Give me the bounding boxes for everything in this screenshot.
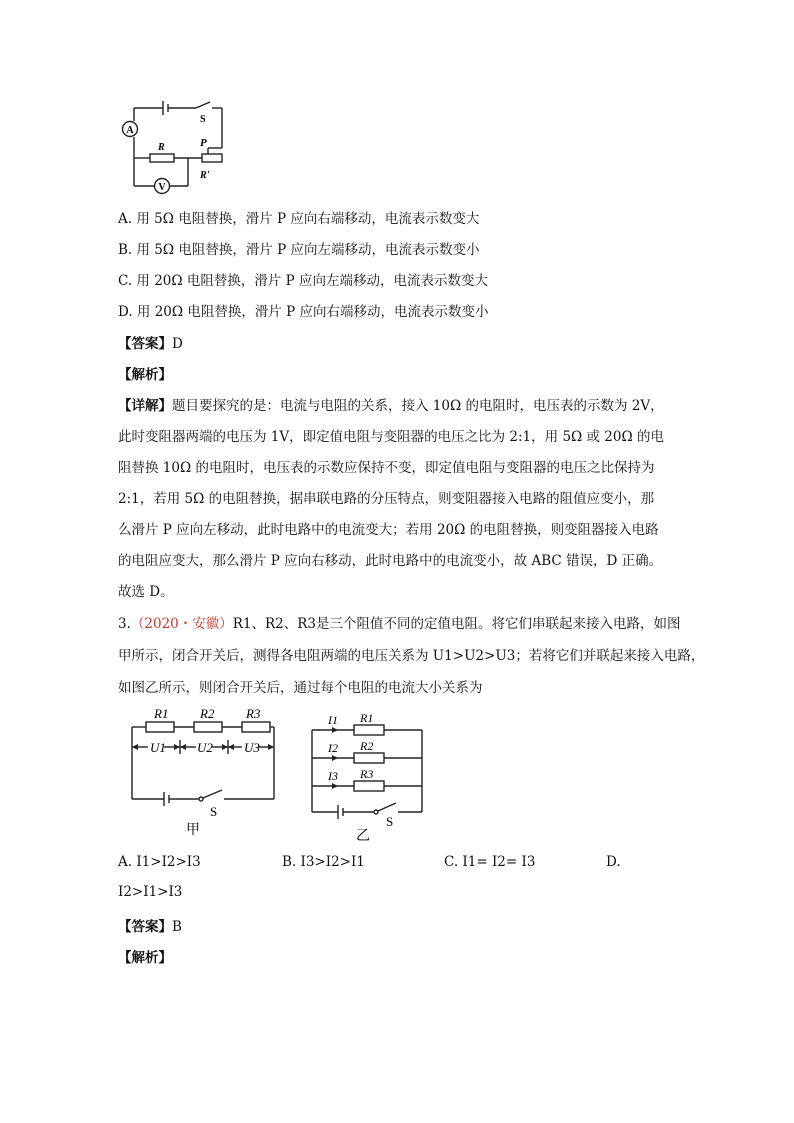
circuit-diagram-rheostat xyxy=(118,96,238,196)
q2-detail-line-5: 么滑片 P 应向左移动，此时电路中的电流变大；若用 20Ω 的电阻替换，则变阻器接入电路 xyxy=(118,522,659,538)
yi-switch-label: S xyxy=(386,814,394,829)
yi-i1-label: I1 xyxy=(328,713,338,727)
q2-option-c: C. 用 20Ω 电阻替换，滑片 P 应向左端移动，电流表示数变大 xyxy=(118,273,489,289)
answer-label: 【答案】 xyxy=(118,336,172,352)
q3-stem-line-2: 甲所示，闭合开关后，测得各电阻两端的电压关系为 U1>U2>U3；若将它们并联起来接入电路， xyxy=(118,648,705,664)
q2-detail-line-7: 故选 D。 xyxy=(118,584,174,600)
slider-label: P xyxy=(200,137,207,149)
yi-r3-label: R3 xyxy=(360,767,374,781)
ammeter-label: A xyxy=(126,125,134,136)
jia-caption: 甲 xyxy=(186,823,200,838)
q2-option-d: D. 用 20Ω 电阻替换，滑片 P 应向右端移动，电流表示数变小 xyxy=(118,304,489,320)
q3-analysis-label: 【解析】 xyxy=(118,950,172,966)
circuit-diagram-series xyxy=(124,704,284,839)
yi-i2-label: I2 xyxy=(328,741,338,755)
q2-detail-line-3: 阻替换 10Ω 的电阻时，电压表的示数应保持不变，即定值电阻与变阻器的电压之比保持为 xyxy=(118,460,655,476)
q2-option-b: B. 用 5Ω 电阻替换，滑片 P 应向左端移动，电流表示数变小 xyxy=(118,242,480,258)
q2-answer xyxy=(118,332,183,352)
jia-switch-label: S xyxy=(210,804,218,819)
q2-option-a: A. 用 5Ω 电阻替换，滑片 P 应向右端移动，电流表示数变大 xyxy=(118,211,480,227)
detail-label: 【详解】 xyxy=(118,398,172,414)
q2-detail-line-1 xyxy=(118,394,664,414)
q3-option-b: B. I3>I2>I1 xyxy=(282,854,365,870)
yi-caption: 乙 xyxy=(356,829,370,844)
voltmeter-label: V xyxy=(158,182,166,193)
jia-u1-label: U1 xyxy=(150,740,166,755)
q2-analysis-label: 【解析】 xyxy=(118,367,172,383)
circuit-diagram-parallel xyxy=(304,706,434,846)
jia-r1-label: R1 xyxy=(154,706,169,721)
q3-option-d-label: D. xyxy=(606,854,621,870)
jia-r3-label: R3 xyxy=(246,706,261,721)
answer-label: 【答案】 xyxy=(118,919,172,935)
q3-stem-line-1 xyxy=(118,612,681,632)
resistor-label: R xyxy=(158,142,165,153)
q2-detail-line-4: 2:1，若用 5Ω 的电阻替换，据串联电路的分压特点，则变阻器接入电路的阻值应变小，那 xyxy=(118,491,655,507)
q2-detail-line-6: 的电阻应变大，那么滑片 P 应向右移动，此时电路中的电流变小，故 ABC 错误，D 正确。 xyxy=(118,553,663,569)
q3-option-d-value: I2>I1>I3 xyxy=(118,884,183,900)
answer-value: D xyxy=(172,336,183,352)
jia-r2-label: R2 xyxy=(200,706,215,721)
stem-text: R1、R2、R3是三个阻值不同的定值电阻。将它们串联起来接入电路，如图 xyxy=(232,616,681,632)
q3-option-c: C. I1= I2= I3 xyxy=(444,854,536,870)
switch-label: S xyxy=(200,114,206,125)
q3-option-a: A. I1>I2>I3 xyxy=(118,854,201,870)
q3-answer xyxy=(118,915,182,935)
rheostat-label: R' xyxy=(200,170,210,181)
jia-u3-label: U3 xyxy=(244,740,260,755)
question-number: 3. xyxy=(118,616,131,632)
detail-text: 题目要探究的是：电流与电阻的关系，接入 10Ω 的电阻时，电压表的示数为 2V， xyxy=(172,398,664,414)
q3-stem-line-3: 如图乙所示，则闭合开关后，通过每个电阻的电流大小关系为 xyxy=(118,680,483,696)
answer-value: B xyxy=(172,919,182,935)
yi-r2-label: R2 xyxy=(360,739,374,753)
q2-detail-line-2: 此时变阻器两端的电压为 1V，即定值电阻与变阻器的电压之比为 2:1，用 5Ω 或 20Ω 的电 xyxy=(118,429,664,445)
yi-r1-label: R1 xyxy=(360,711,374,725)
jia-u2-label: U2 xyxy=(197,740,213,755)
yi-i3-label: I3 xyxy=(328,769,338,783)
question-source: （2020・安徽） xyxy=(130,616,233,632)
